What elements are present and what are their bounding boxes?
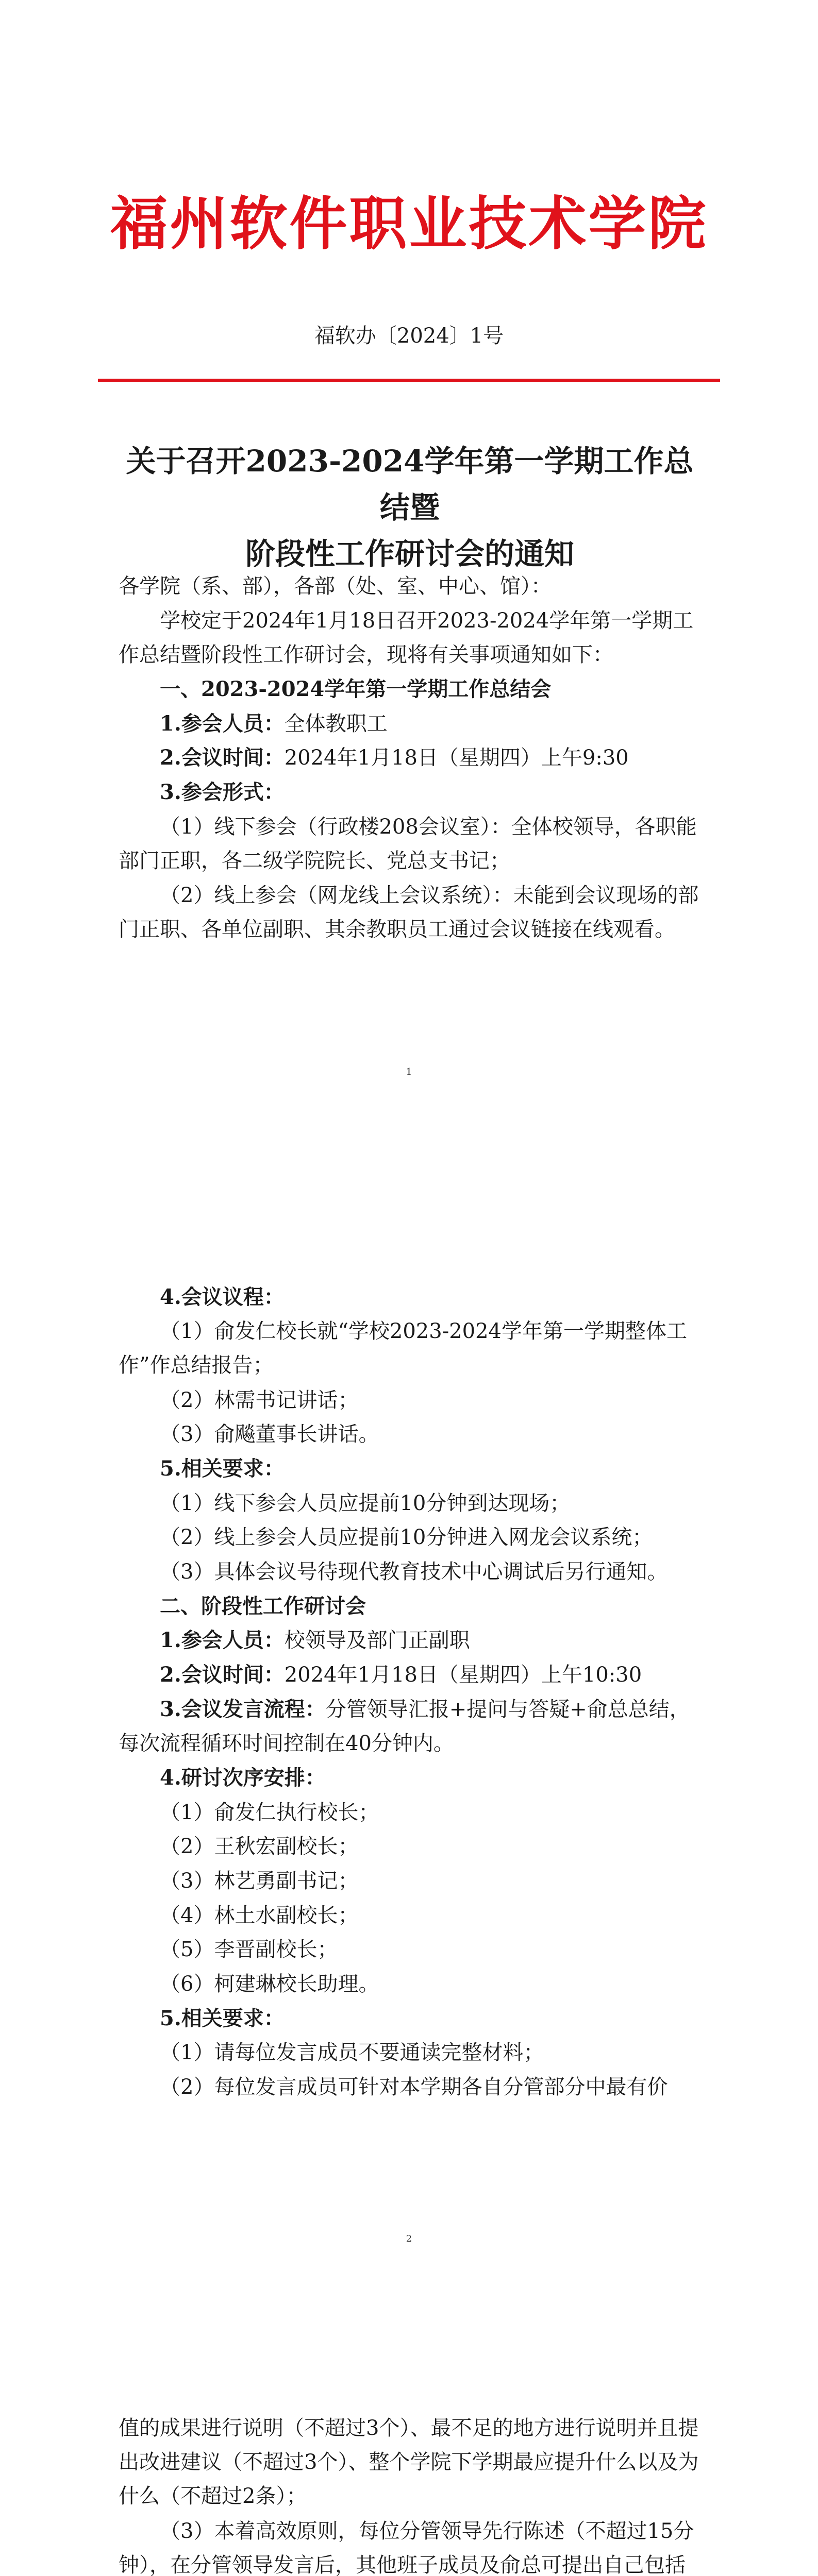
s2-order-label: 4.研讨次序安排： (160, 1766, 326, 1790)
s1-req-item-2: （2）线上参会人员应提前10分钟进入网龙会议系统； (160, 1526, 653, 1549)
s1-agenda-item-2: （2）林需书记讲话； (160, 1388, 359, 1412)
s1-time (119, 741, 701, 775)
s1-format-item-2: （2）线上参会（网龙线上会议系统）：未能到会议现场的部门正职、各单位副职、其余教职员工通过会议链接在线观看。 (119, 884, 699, 941)
s2-time-label: 2.会议时间： (160, 1663, 285, 1687)
s2-attendees (119, 1623, 701, 1657)
s1-attendees-label: 1.参会人员： (160, 711, 285, 736)
s2-order-item-4: （4）林土水副校长； (160, 1904, 359, 1927)
greeting: 各学院（系、部），各部（处、室、中心、馆）： (119, 574, 552, 598)
s1-format-item-1: （1）线下参会（行政楼208会议室）：全体校领导，各职能部门正职，各二级学院院长、党总支书记； (119, 815, 697, 873)
document-number: 福软办〔2024〕1号 (314, 324, 504, 348)
red-header-rule (98, 379, 720, 382)
s1-attendees-value: 全体教职工 (284, 712, 388, 736)
s2-flow-label: 3.会议发言流程： (160, 1697, 326, 1721)
s1-time-value: 2024年1月18日（星期四）上午9:30 (284, 746, 629, 770)
intro-paragraph: 学校定于2024年1月18日召开2023-2024学年第一学期工作总结暨阶段性工作研讨会，现将有关事项通知如下： (119, 609, 694, 667)
s2-req-item-2-part-2: 值的成果进行说明（不超过3个）、最不足的地方进行说明并且提出改进建议（不超过3个）、整个学院下学期最应提升什么以及为什么（不超过2条）； (119, 2416, 699, 2508)
page-3 (0, 2313, 818, 2576)
s2-order-item-1: （1）俞发仁执行校长； (160, 1801, 379, 1824)
document-title (119, 438, 701, 577)
s2-order-item-5: （5）李晋副校长； (160, 1938, 338, 1961)
s1-agenda-item-3: （3）俞飚董事长讲话。 (160, 1422, 379, 1446)
s2-req-item-2-part-1: （2）每位发言成员可针对本学期各自分管部分中最有价 (160, 2075, 668, 2099)
s1-time-label: 2.会议时间： (160, 745, 285, 770)
s1-req-item-3: （3）具体会议号待现代教育技术中心调试后另行通知。 (160, 1560, 668, 1584)
s2-flow-value: 分管领导汇报+提问与答疑+俞总总结，每次流程循环时间控制在40分钟内。 (119, 1698, 690, 1755)
page-number-2: 2 (406, 2233, 412, 2244)
page-2 (0, 1157, 818, 2313)
s2-order-item-3: （3）林艺勇副书记； (160, 1869, 359, 1893)
page-1 (0, 0, 818, 1157)
title-line-2: 阶段性工作研讨会的通知 (245, 536, 574, 571)
s2-flow (119, 1692, 701, 1760)
org-header-title: 福州软件职业技术学院 (110, 191, 708, 258)
s2-order-item-6: （6）柯建琳校长助理。 (160, 1972, 379, 1996)
page-number-1: 1 (406, 1066, 412, 1077)
s2-time (119, 1658, 701, 1692)
s1-requirements-label: 5.相关要求： (160, 1456, 285, 1481)
s1-req-item-1: （1）线下参会人员应提前10分钟到达现场； (160, 1492, 571, 1515)
s2-req-item-3: （3）本着高效原则，每位分管领导先行陈述（不超过15分钟），在分管领导发言后，其他班子成员及俞总可提出自己包括 (119, 2519, 694, 2576)
s2-attendees-value: 校领导及部门正副职 (284, 1629, 470, 1652)
section-1-heading: 一、2023-2024学年第一学期工作总结会 (160, 677, 552, 701)
s2-req-item-1: （1）请每位发言成员不要通读完整材料； (160, 2041, 544, 2064)
s1-attendees (119, 707, 701, 741)
s2-requirements-label: 5.相关要求： (160, 2006, 285, 2030)
s2-time-value: 2024年1月18日（星期四）上午10:30 (284, 1663, 642, 1687)
section-2-heading: 二、阶段性工作研讨会 (160, 1594, 366, 1618)
s1-agenda-item-1: （1）俞发仁校长就“学校2023-2024学年第一学期整体工作”作总结报告； (119, 1319, 688, 1377)
s2-order-item-2: （2）王秋宏副校长； (160, 1835, 359, 1858)
s1-format-label: 3.参会形式： (160, 780, 285, 804)
s1-agenda-label: 4.会议议程： (160, 1285, 285, 1309)
title-line-1: 关于召开2023-2024学年第一学期工作总结暨 (126, 444, 694, 525)
s2-attendees-label: 1.参会人员： (160, 1628, 285, 1652)
